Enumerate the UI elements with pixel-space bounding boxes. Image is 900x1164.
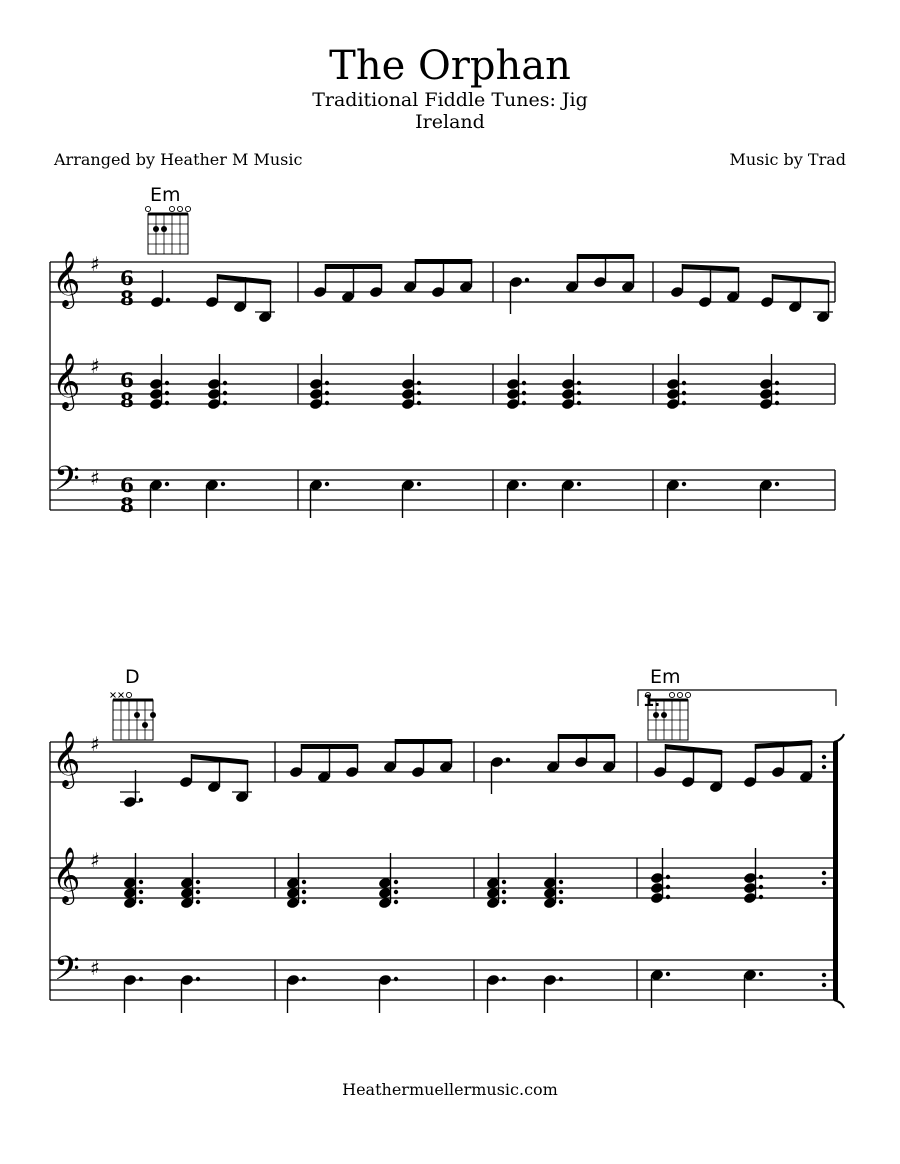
augmentation-dot (302, 880, 306, 884)
augmentation-dot (302, 890, 306, 894)
augmentation-dot (165, 401, 169, 405)
augmentation-dot (196, 880, 200, 884)
augmentation-dot (302, 977, 306, 981)
augmentation-dot (139, 900, 143, 904)
augmentation-dot (682, 482, 686, 486)
augmentation-dot (325, 482, 329, 486)
augmentation-dot (577, 391, 581, 395)
augmentation-dot (221, 482, 225, 486)
beam (577, 254, 634, 259)
arranger-credit: Arranged by Heather M Music (54, 150, 303, 169)
augmentation-dot (775, 401, 779, 405)
augmentation-dot (682, 391, 686, 395)
augmentation-dot (759, 875, 763, 879)
repeat-dot (822, 973, 826, 977)
augmentation-dot (682, 381, 686, 385)
augmentation-dot (577, 401, 581, 405)
augmentation-dot (759, 972, 763, 976)
melody-staff (50, 742, 836, 782)
treble-clef-icon: 𝄞 (52, 251, 81, 307)
augmentation-dot (302, 900, 306, 904)
sharp-icon: ♯ (90, 956, 100, 980)
augmentation-dot (394, 890, 398, 894)
augmentation-dot (196, 977, 200, 981)
open-string-marker (177, 206, 182, 211)
augmentation-dot (325, 401, 329, 405)
repeat-bracket-top (834, 734, 844, 742)
score-region: Ireland (415, 111, 485, 133)
open-string-marker (685, 692, 690, 697)
augmentation-dot (775, 381, 779, 385)
augmentation-dot (417, 381, 421, 385)
bass-clef-icon: 𝄢 (54, 460, 80, 506)
treble-clef-icon: 𝄞 (52, 847, 81, 903)
beam (415, 259, 472, 264)
augmentation-dot (506, 758, 510, 762)
open-string-marker (169, 206, 174, 211)
augmentation-dot (666, 972, 670, 976)
score-subtitle: Traditional Fiddle Tunes: Jig (312, 89, 588, 111)
chord-symbol-em-2: Em (650, 666, 681, 688)
augmentation-dot (759, 885, 763, 889)
time-sig-den: 8 (120, 493, 134, 517)
open-string-marker (126, 692, 131, 697)
repeat-dot (822, 765, 826, 769)
augmentation-dot (559, 977, 563, 981)
augmentation-dot (666, 895, 670, 899)
time-sig-den: 8 (120, 388, 134, 412)
finger-dot (661, 712, 667, 718)
chord-diagram (145, 206, 190, 254)
sharp-icon: ♯ (90, 732, 100, 756)
augmentation-dot (559, 880, 563, 884)
beam (325, 264, 382, 269)
open-string-marker (145, 206, 150, 211)
finger-dot (161, 226, 167, 232)
repeat-bracket-bottom (834, 1000, 844, 1008)
open-string-marker (669, 692, 674, 697)
bass-staff (50, 470, 835, 510)
volta-ending-number: 1. (643, 691, 661, 710)
repeat-dot (822, 755, 826, 759)
repeat-dot (822, 871, 826, 875)
open-string-marker (677, 692, 682, 697)
augmentation-dot (502, 900, 506, 904)
augmentation-dot (139, 880, 143, 884)
augmentation-dot (522, 482, 526, 486)
augmentation-dot (522, 401, 526, 405)
augmentation-dot (325, 381, 329, 385)
bass-staff (50, 960, 836, 1000)
beam (395, 739, 452, 744)
repeat-dot (822, 983, 826, 987)
augmentation-dot (196, 890, 200, 894)
chord-symbol-d: D (125, 666, 140, 688)
augmentation-dot (394, 977, 398, 981)
augmentation-dot (417, 391, 421, 395)
augmentation-dot (165, 381, 169, 385)
finger-dot (134, 712, 140, 718)
volta-bracket (638, 690, 836, 706)
augmentation-dot (666, 875, 670, 879)
augmentation-dot (759, 895, 763, 899)
repeat-dot (822, 881, 826, 885)
finger-dot (142, 722, 148, 728)
augmentation-dot (666, 885, 670, 889)
augmentation-dot (417, 401, 421, 405)
augmentation-dot (325, 391, 329, 395)
finger-dot (153, 226, 159, 232)
augmentation-dot (417, 482, 421, 486)
beam (558, 734, 615, 739)
augmentation-dot (394, 880, 398, 884)
time-sig-num: 6 (120, 473, 134, 497)
augmentation-dot (223, 391, 227, 395)
score-title: The Orphan (329, 43, 571, 89)
augmentation-dot (502, 890, 506, 894)
augmentation-dot (394, 900, 398, 904)
augmentation-dot (223, 401, 227, 405)
bass-clef-icon: 𝄢 (54, 950, 80, 996)
time-sig-num: 6 (120, 266, 134, 290)
augmentation-dot (577, 381, 581, 385)
augmentation-dot (525, 278, 529, 282)
augmentation-dot (682, 401, 686, 405)
open-string-marker (185, 206, 190, 211)
augmentation-dot (139, 977, 143, 981)
chord-staff (50, 858, 836, 898)
augmentation-dot (502, 977, 506, 981)
treble-clef-icon: 𝄞 (52, 731, 81, 787)
augmentation-dot (223, 381, 227, 385)
augmentation-dot (559, 890, 563, 894)
augmentation-dot (165, 391, 169, 395)
footer-website: Heathermuellermusic.com (342, 1080, 558, 1099)
finger-dot (150, 712, 156, 718)
chord-diagram (111, 692, 157, 740)
beam (301, 744, 358, 749)
augmentation-dot (166, 298, 170, 302)
augmentation-dot (577, 482, 581, 486)
augmentation-dot (196, 900, 200, 904)
augmentation-dot (775, 391, 779, 395)
sharp-icon: ♯ (90, 848, 100, 872)
time-sig-num: 6 (120, 368, 134, 392)
sharp-icon: ♯ (90, 466, 100, 490)
augmentation-dot (522, 391, 526, 395)
composer-credit: Music by Trad (729, 150, 846, 169)
sharp-icon: ♯ (90, 252, 100, 276)
treble-clef-icon: 𝄞 (52, 353, 81, 409)
augmentation-dot (522, 381, 526, 385)
augmentation-dot (502, 880, 506, 884)
beam (217, 274, 271, 285)
augmentation-dot (165, 482, 169, 486)
finger-dot (653, 712, 659, 718)
augmentation-dot (139, 890, 143, 894)
time-sig-den: 8 (120, 286, 134, 310)
chord-symbol-em-1: Em (150, 184, 181, 206)
augmentation-dot (559, 900, 563, 904)
final-barline (833, 742, 838, 1000)
sharp-icon: ♯ (90, 354, 100, 378)
augmentation-dot (775, 482, 779, 486)
